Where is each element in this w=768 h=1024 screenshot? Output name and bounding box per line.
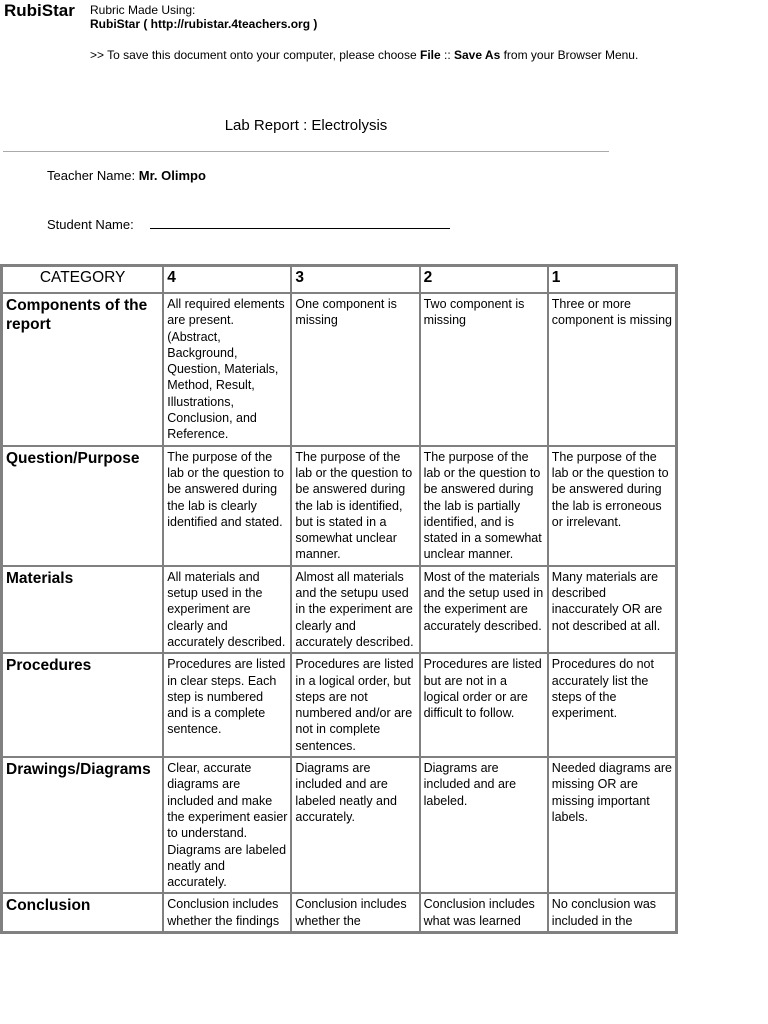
rubric-cell-level-3: Almost all materials and the setupu used in the experiment are clearly and accurately described. [291, 566, 419, 653]
table-row [2, 653, 676, 757]
rubric-table [0, 264, 678, 934]
header-level-3: 3 [291, 266, 419, 293]
criterion-label: Procedures [2, 653, 163, 757]
rubric-cell-level-2: Diagrams are included and are labeled. [420, 757, 548, 893]
page-title: Lab Report : Electrolysis [224, 117, 388, 134]
header-level-4: 4 [163, 266, 291, 293]
made-using-note [90, 3, 317, 31]
teacher-name-row [47, 168, 206, 183]
rubric-cell-level-4: Clear, accurate diagrams are included and make the experiment easier to understand. Diagrams are labeled neatly and accurately. [163, 757, 291, 893]
rubric-cell-level-1: The purpose of the lab or the question to be answered during the lab is erroneous or irrelevant. [548, 446, 676, 566]
save-instructions [90, 48, 638, 62]
rubric-cell-level-1: Many materials are described inaccurately OR are not described at all. [548, 566, 676, 653]
save-prefix: >> To save this document onto your computer, please choose [90, 48, 420, 62]
teacher-label: Teacher Name: [47, 168, 139, 183]
rubric-cell-level-2: Two component is missing [420, 293, 548, 446]
rubric-cell-level-4: All required elements are present. (Abstract, Background, Question, Materials, Method, Result, Illustrations, Conclusion, and Reference. [163, 293, 291, 446]
criterion-label: Drawings/Diagrams [2, 757, 163, 893]
student-name-blank [150, 216, 450, 229]
rubric-cell-level-1: Needed diagrams are missing OR are missing important labels. [548, 757, 676, 893]
rubric-cell-level-3: Diagrams are included and are labeled neatly and accurately. [291, 757, 419, 893]
criterion-label: Materials [2, 566, 163, 653]
teacher-name: Mr. Olimpo [138, 168, 206, 183]
rubric-cell-level-3: One component is missing [291, 293, 419, 446]
divider [3, 151, 609, 152]
rubric-cell-level-2: Conclusion includes what was learned [420, 893, 548, 932]
student-name-row [47, 216, 450, 232]
rubric-header-row [2, 266, 676, 293]
criterion-label: Components of the report [2, 293, 163, 446]
table-row [2, 566, 676, 653]
student-label: Student Name: [47, 217, 134, 232]
rubric-cell-level-1: Three or more component is missing [548, 293, 676, 446]
save-file-menu: File [419, 48, 441, 62]
header-level-1: 1 [548, 266, 676, 293]
table-row [2, 293, 676, 446]
rubric-cell-level-2: Most of the materials and the setup used in the experiment are accurately described. [420, 566, 548, 653]
rubric-cell-level-4: Procedures are listed in clear steps. Each step is numbered and is a complete sentence. [163, 653, 291, 757]
rubric-cell-level-3: Conclusion includes whether the [291, 893, 419, 932]
rubric-cell-level-1: No conclusion was included in the [548, 893, 676, 932]
rubric-cell-level-4: All materials and setup used in the experiment are clearly and accurately described. [163, 566, 291, 653]
made-using-label: Rubric Made Using: [90, 3, 196, 17]
criterion-label: Conclusion [2, 893, 163, 932]
header-level-2: 2 [420, 266, 548, 293]
save-as-menu: Save As [454, 48, 501, 62]
rubistar-logo: RubiStar [4, 1, 75, 20]
criterion-label: Question/Purpose [2, 446, 163, 566]
save-separator: :: [440, 48, 454, 62]
rubric-cell-level-2: Procedures are listed but are not in a logical order or are difficult to follow. [420, 653, 548, 757]
table-row [2, 893, 676, 932]
table-row [2, 446, 676, 566]
rubric-cell-level-2: The purpose of the lab or the question to be answered during the lab is partially identified, and is stated in a somewhat unclear manner. [420, 446, 548, 566]
rubric-cell-level-3: The purpose of the lab or the question to be answered during the lab is identified, but is stated in a somewhat unclear manner. [291, 446, 419, 566]
rubistar-link[interactable]: RubiStar ( http://rubistar.4teachers.org ) [90, 17, 318, 31]
header-category: CATEGORY [2, 266, 163, 293]
table-row [2, 757, 676, 893]
save-suffix: from your Browser Menu. [500, 48, 639, 62]
rubric-cell-level-4: Conclusion includes whether the findings [163, 893, 291, 932]
rubric-cell-level-4: The purpose of the lab or the question to be answered during the lab is clearly identified and stated. [163, 446, 291, 566]
rubric-cell-level-3: Procedures are listed in a logical order, but steps are not numbered and/or are not in complete sentences. [291, 653, 419, 757]
rubric-cell-level-1: Procedures do not accurately list the steps of the experiment. [548, 653, 676, 757]
